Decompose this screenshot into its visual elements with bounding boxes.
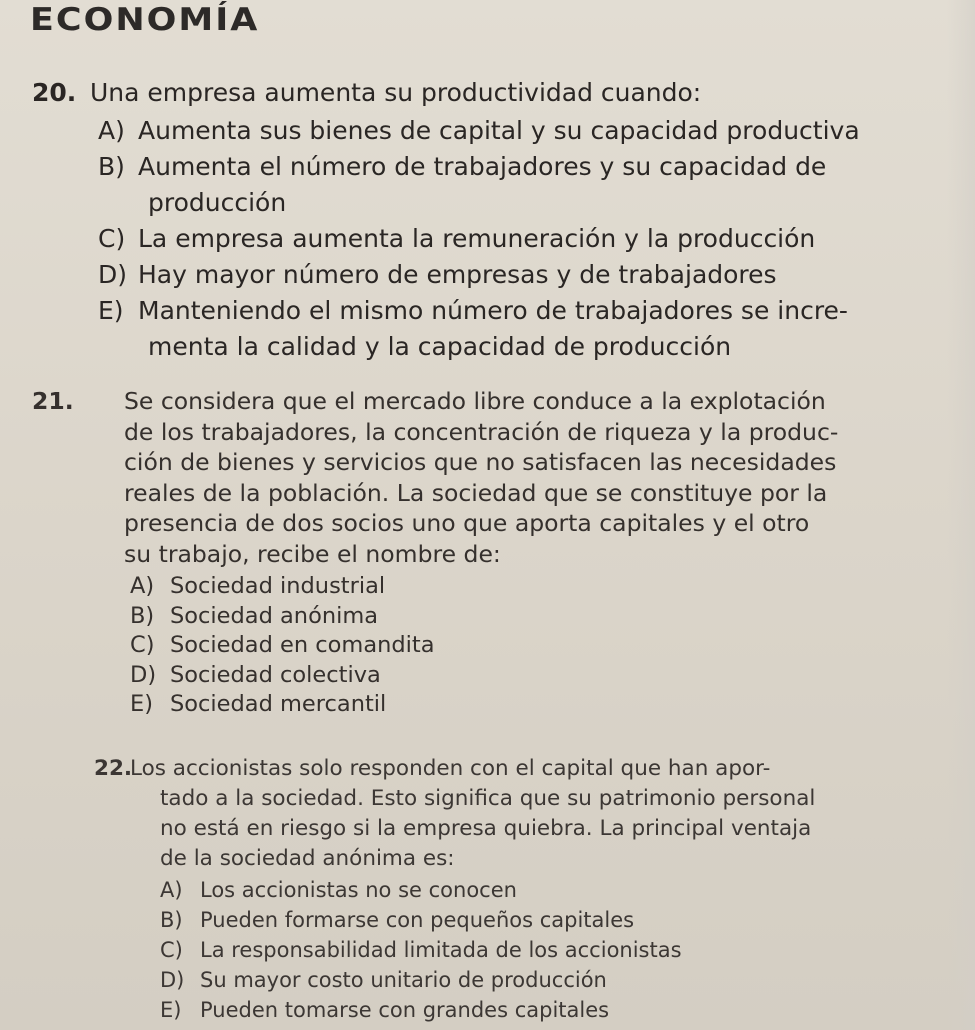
question-22 — [32, 758, 961, 1028]
option-letter: D) — [130, 661, 157, 688]
option-letter: E) — [160, 998, 182, 1022]
option-letter: D) — [98, 260, 128, 289]
option-text: Sociedad mercantil — [170, 691, 387, 717]
question-stem-line: ción de bienes y servicios que no satisfacen las necesidades — [124, 448, 837, 476]
option-e[interactable] — [32, 998, 961, 1028]
option-e[interactable] — [32, 296, 961, 332]
question-stem-line — [32, 80, 961, 116]
option-e-continuation: menta la calidad y la capacidad de producción — [148, 332, 732, 361]
option-d[interactable] — [32, 662, 961, 692]
option-text: Los accionistas no se conocen — [200, 878, 517, 902]
question-stem-line: no está en riesgo si la empresa quiebra. La principal ventaja — [160, 816, 812, 841]
option-text: Su mayor costo unitario de producción — [200, 968, 607, 992]
option-c[interactable] — [32, 224, 961, 260]
option-letter: E) — [130, 691, 153, 717]
section-title: ECONOMÍA — [30, 2, 260, 38]
option-text: Aumenta sus bienes de capital y su capacidad productiva — [138, 116, 860, 145]
option-letter: A) — [160, 878, 183, 902]
option-text: Sociedad en comandita — [170, 632, 435, 658]
option-a[interactable] — [32, 116, 961, 152]
option-c[interactable] — [32, 938, 961, 968]
option-text: Sociedad colectiva — [170, 661, 381, 688]
option-text: Hay mayor número de empresas y de trabajadores — [138, 260, 777, 289]
question-21 — [32, 387, 961, 721]
option-text: Pueden tomarse con grandes capitales — [200, 998, 610, 1022]
option-letter: D) — [160, 968, 185, 992]
option-letter: A) — [130, 573, 155, 599]
option-text: Aumenta el número de trabajadores y su capacidad de — [138, 152, 827, 181]
question-number: 22. — [94, 756, 133, 781]
option-letter: B) — [130, 602, 155, 629]
question-stem-text: Se considera que el mercado libre conduce a la explotación — [124, 387, 826, 415]
option-text: La responsabilidad limitada de los accionistas — [200, 938, 682, 962]
option-b-continuation: producción — [148, 188, 287, 217]
option-letter: B) — [160, 908, 183, 932]
option-b[interactable] — [32, 603, 961, 633]
question-stem-line: presencia de dos socios uno que aporta capitales y el otro — [124, 509, 810, 537]
option-text: Sociedad industrial — [170, 573, 386, 599]
option-letter: A) — [98, 116, 125, 145]
question-stem-line — [32, 758, 961, 788]
option-letter: C) — [98, 224, 126, 253]
question-stem-line — [32, 387, 961, 421]
question-stem-line: de los trabajadores, la concentración de riqueza y la produc- — [124, 417, 839, 446]
question-stem-text: Una empresa aumenta su productividad cuando: — [90, 78, 702, 107]
question-stem-line: tado a la sociedad. Esto significa que su patrimonio personal — [160, 786, 816, 811]
option-text: La empresa aumenta la remuneración y la producción — [138, 224, 816, 253]
question-20 — [32, 80, 961, 368]
question-stem-line: reales de la población. La sociedad que se constituye por la — [124, 478, 828, 507]
option-letter: B) — [98, 152, 125, 181]
option-c[interactable] — [32, 632, 961, 662]
option-letter: C) — [160, 938, 183, 962]
page-edge-shadow — [947, 0, 975, 1030]
option-letter: C) — [130, 632, 155, 658]
question-stem-line: su trabajo, recibe el nombre de: — [124, 539, 501, 568]
question-number: 21. — [32, 387, 74, 415]
question-number: 20. — [32, 78, 77, 107]
question-stem-text: Los accionistas solo responden con el capital que han apor- — [130, 756, 771, 781]
option-b[interactable] — [32, 908, 961, 938]
question-stem-line: de la sociedad anónima es: — [160, 846, 455, 871]
option-a[interactable] — [32, 573, 961, 603]
option-a[interactable] — [32, 878, 961, 908]
option-text: Manteniendo el mismo número de trabajadores se incre- — [138, 296, 848, 325]
option-text: Sociedad anónima — [170, 602, 379, 629]
option-text: Pueden formarse con pequeños capitales — [200, 908, 635, 932]
option-e[interactable] — [32, 691, 961, 721]
option-d[interactable] — [32, 968, 961, 998]
option-b[interactable] — [32, 152, 961, 188]
option-d[interactable] — [32, 260, 961, 296]
option-letter: E) — [98, 296, 124, 325]
